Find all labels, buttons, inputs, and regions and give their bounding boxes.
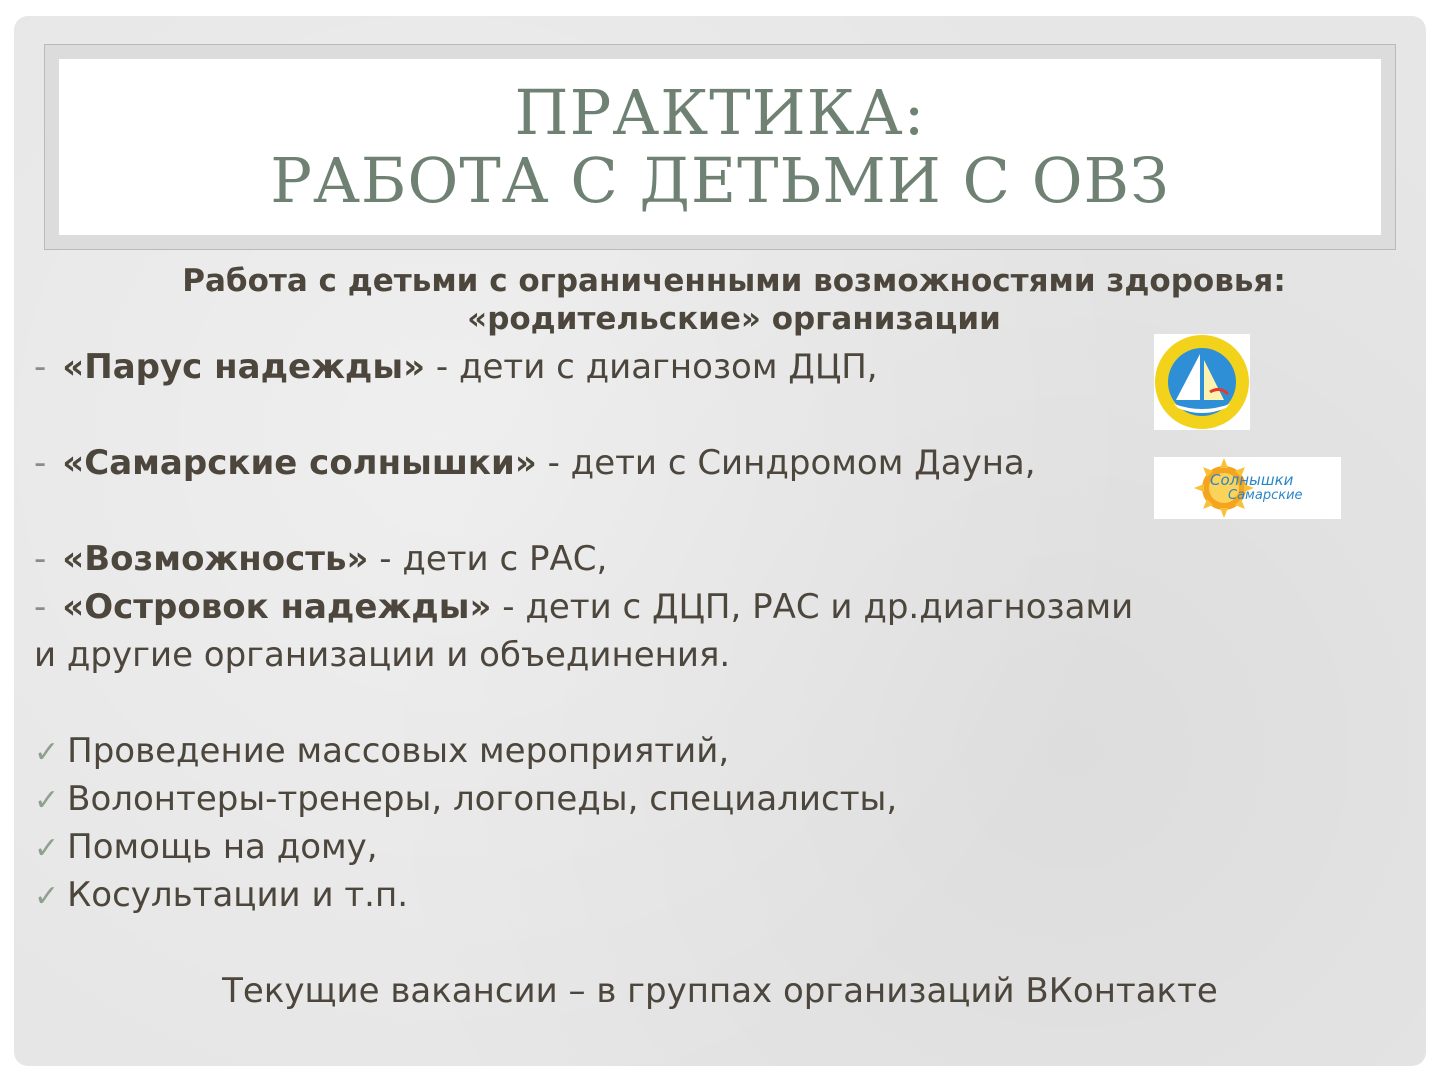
checklist-item — [34, 776, 897, 824]
check-icon: ✓ — [34, 831, 60, 866]
checklist-item — [34, 824, 378, 872]
title-box — [59, 59, 1381, 235]
checklist-text: Помощь на дому, — [67, 827, 378, 867]
org-description: - дети с Синдромом Дауна, — [536, 443, 1036, 483]
checklist-item — [34, 872, 408, 920]
subtitle-line-2: «родительские» организации — [467, 301, 1001, 337]
subtitle-line-1: Работа с детьми с ограниченными возможностями здоровья: — [182, 263, 1286, 299]
org-item-ostrovok — [34, 584, 1133, 630]
check-icon: ✓ — [34, 735, 60, 770]
sun-logo — [1154, 457, 1341, 519]
sail-logo-icon — [1154, 334, 1250, 430]
list-dash: - — [34, 347, 47, 387]
list-dash: - — [34, 539, 47, 579]
slide — [14, 16, 1426, 1066]
list-dash: - — [34, 587, 47, 627]
org-item-parus — [34, 344, 878, 390]
sun-logo-text-2: Самарские — [1228, 488, 1303, 503]
org-description: - дети с диагнозом ДЦП, — [425, 347, 878, 387]
check-icon: ✓ — [34, 783, 60, 818]
checklist-text: Волонтеры-тренеры, логопеды, специалисты, — [67, 779, 898, 819]
checklist-item — [34, 728, 729, 776]
org-item-samara-suns — [34, 440, 1036, 486]
org-name: «Островок надежды» — [62, 587, 492, 627]
org-item-vozmozhnost — [34, 536, 607, 582]
org-name: «Самарские солнышки» — [62, 443, 537, 483]
other-organizations: и другие организации и объединения. — [34, 635, 731, 675]
org-name: «Возможность» — [62, 539, 369, 579]
org-description: - дети с ДЦП, РАС и др.диагнозами — [491, 587, 1134, 627]
list-dash: - — [34, 443, 47, 483]
org-name: «Парус надежды» — [62, 347, 426, 387]
title-frame — [44, 44, 1396, 250]
title-line-1: ПРАКТИКА: — [514, 76, 926, 149]
footer-note: Текущие вакансии – в группах организаций ВКонтакте — [222, 971, 1218, 1011]
checklist-text: Косультации и т.п. — [67, 875, 409, 915]
title-line-2: РАБОТА С ДЕТЬМИ С ОВЗ — [270, 144, 1170, 217]
org-description: - дети с РАС, — [368, 539, 608, 579]
checklist-text: Проведение массовых мероприятий, — [67, 731, 730, 771]
sun-logo-text-1: Солнышки — [1210, 471, 1294, 489]
check-icon: ✓ — [34, 879, 60, 914]
